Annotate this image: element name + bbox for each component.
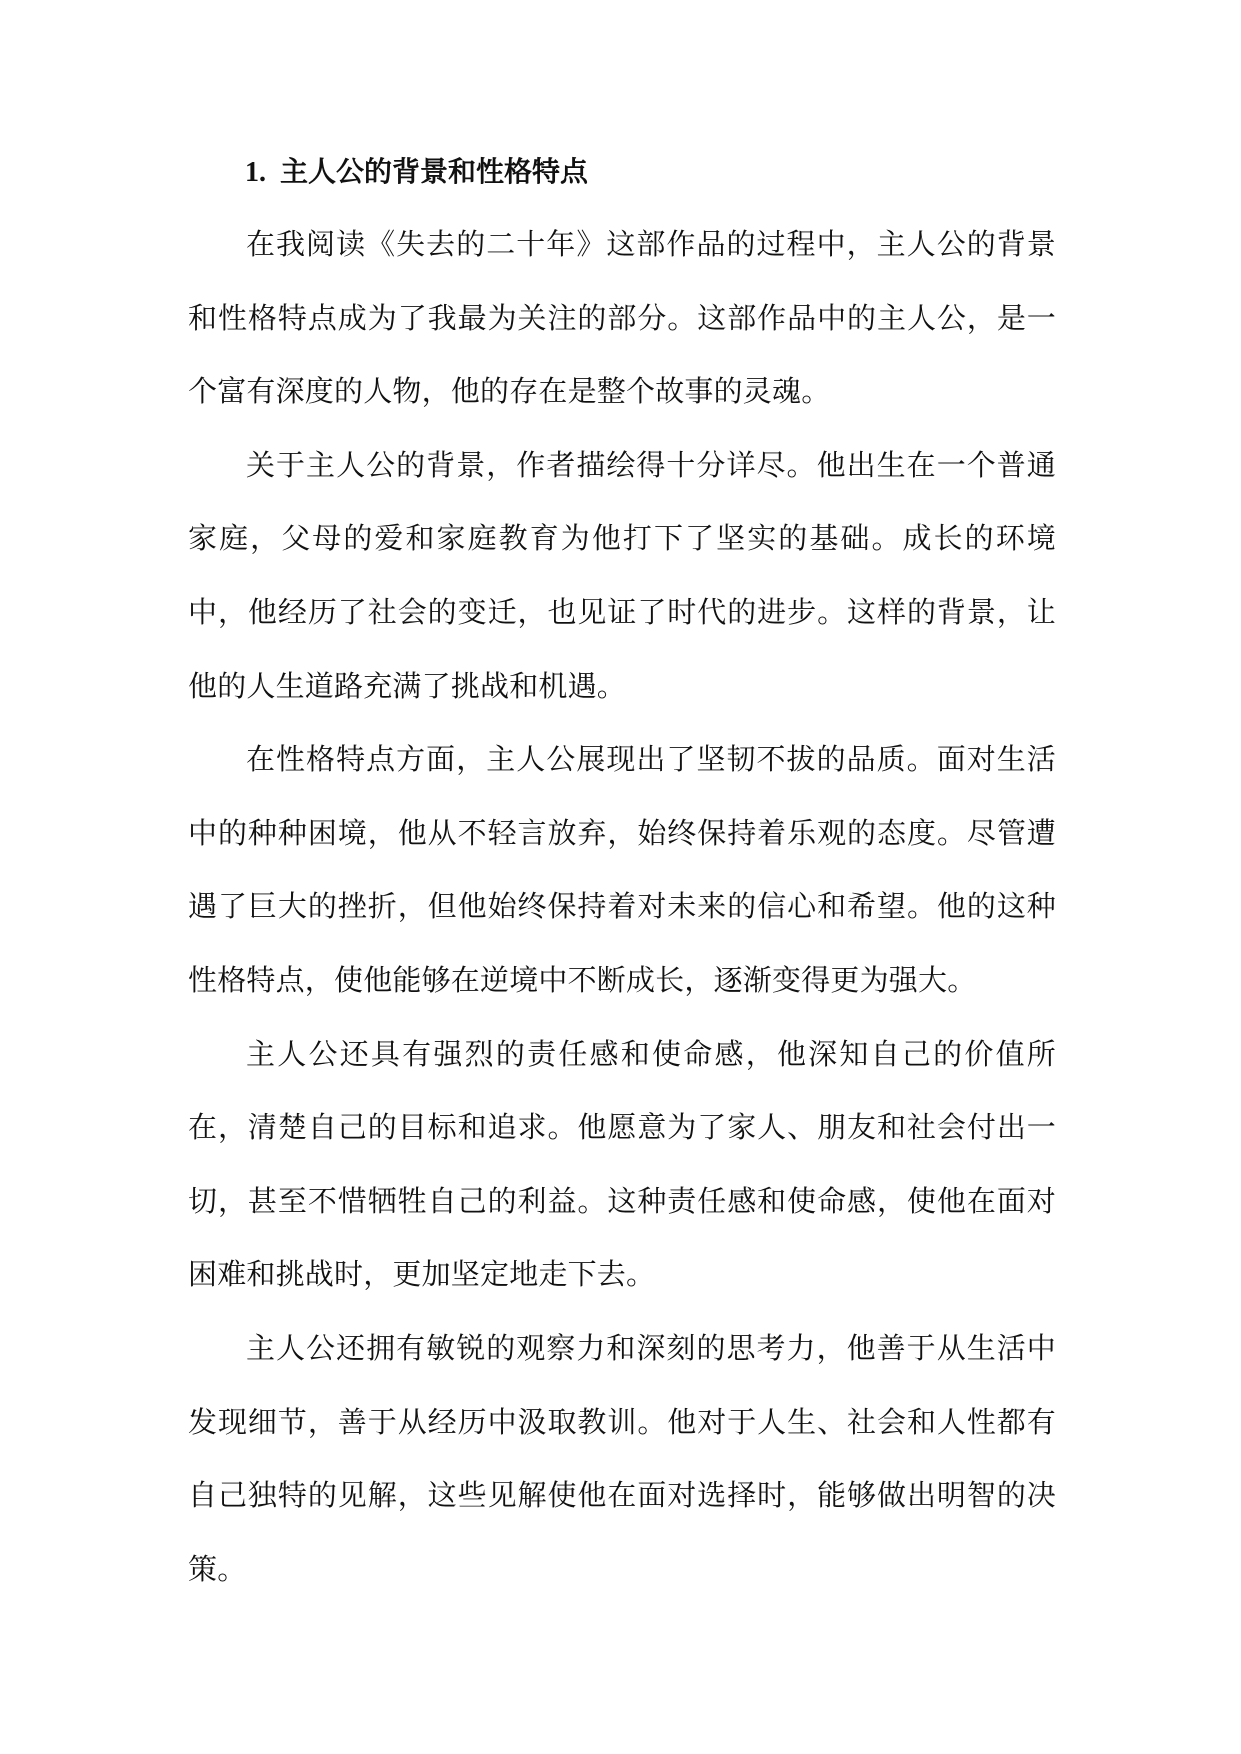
section-number: 1. <box>245 157 266 188</box>
paragraph-4: 主人公还具有强烈的责任感和使命感，他深知自己的价值所在，清楚自己的目标和追求。他愿意为了家人、朋友和社会付出一切，甚至不惜牺牲自己的利益。这种责任感和使命感，使他在面对困难和挑战时，更加坚定地走下去。 <box>188 1036 1056 1292</box>
paragraph-5: 主人公还拥有敏锐的观察力和深刻的思考力，他善于从生活中发现细节，善于从经历中汲取教训。他对于人生、社会和人性都有自己独特的见解，这些见解使他在面对选择时，能够做出明智的决策。 <box>188 1330 1056 1586</box>
paragraph-3: 在性格特点方面，主人公展现出了坚韧不拔的品质。面对生活中的种种困境，他从不轻言放弃，始终保持着乐观的态度。尽管遭遇了巨大的挫折，但他始终保持着对未来的信心和希望。他的这种性格特点，使他能够在逆境中不断成长，逐渐变得更为强大。 <box>188 742 1056 997</box>
section-title: 主人公的背景和性格特点 <box>280 155 589 188</box>
document-body <box>188 208 1056 1606</box>
section-heading <box>245 152 588 193</box>
paragraph-1: 在我阅读《失去的二十年》这部作品的过程中，主人公的背景和性格特点成为了我最为关注的部分。这部作品中的主人公，是一个富有深度的人物，他的存在是整个故事的灵魂。 <box>188 227 1056 409</box>
paragraph-2: 关于主人公的背景，作者描绘得十分详尽。他出生在一个普通家庭，父母的爱和家庭教育为他打下了坚实的基础。成长的环境中，他经历了社会的变迁，也见证了时代的进步。这样的背景，让他的人生道路充满了挑战和机遇。 <box>188 447 1056 703</box>
